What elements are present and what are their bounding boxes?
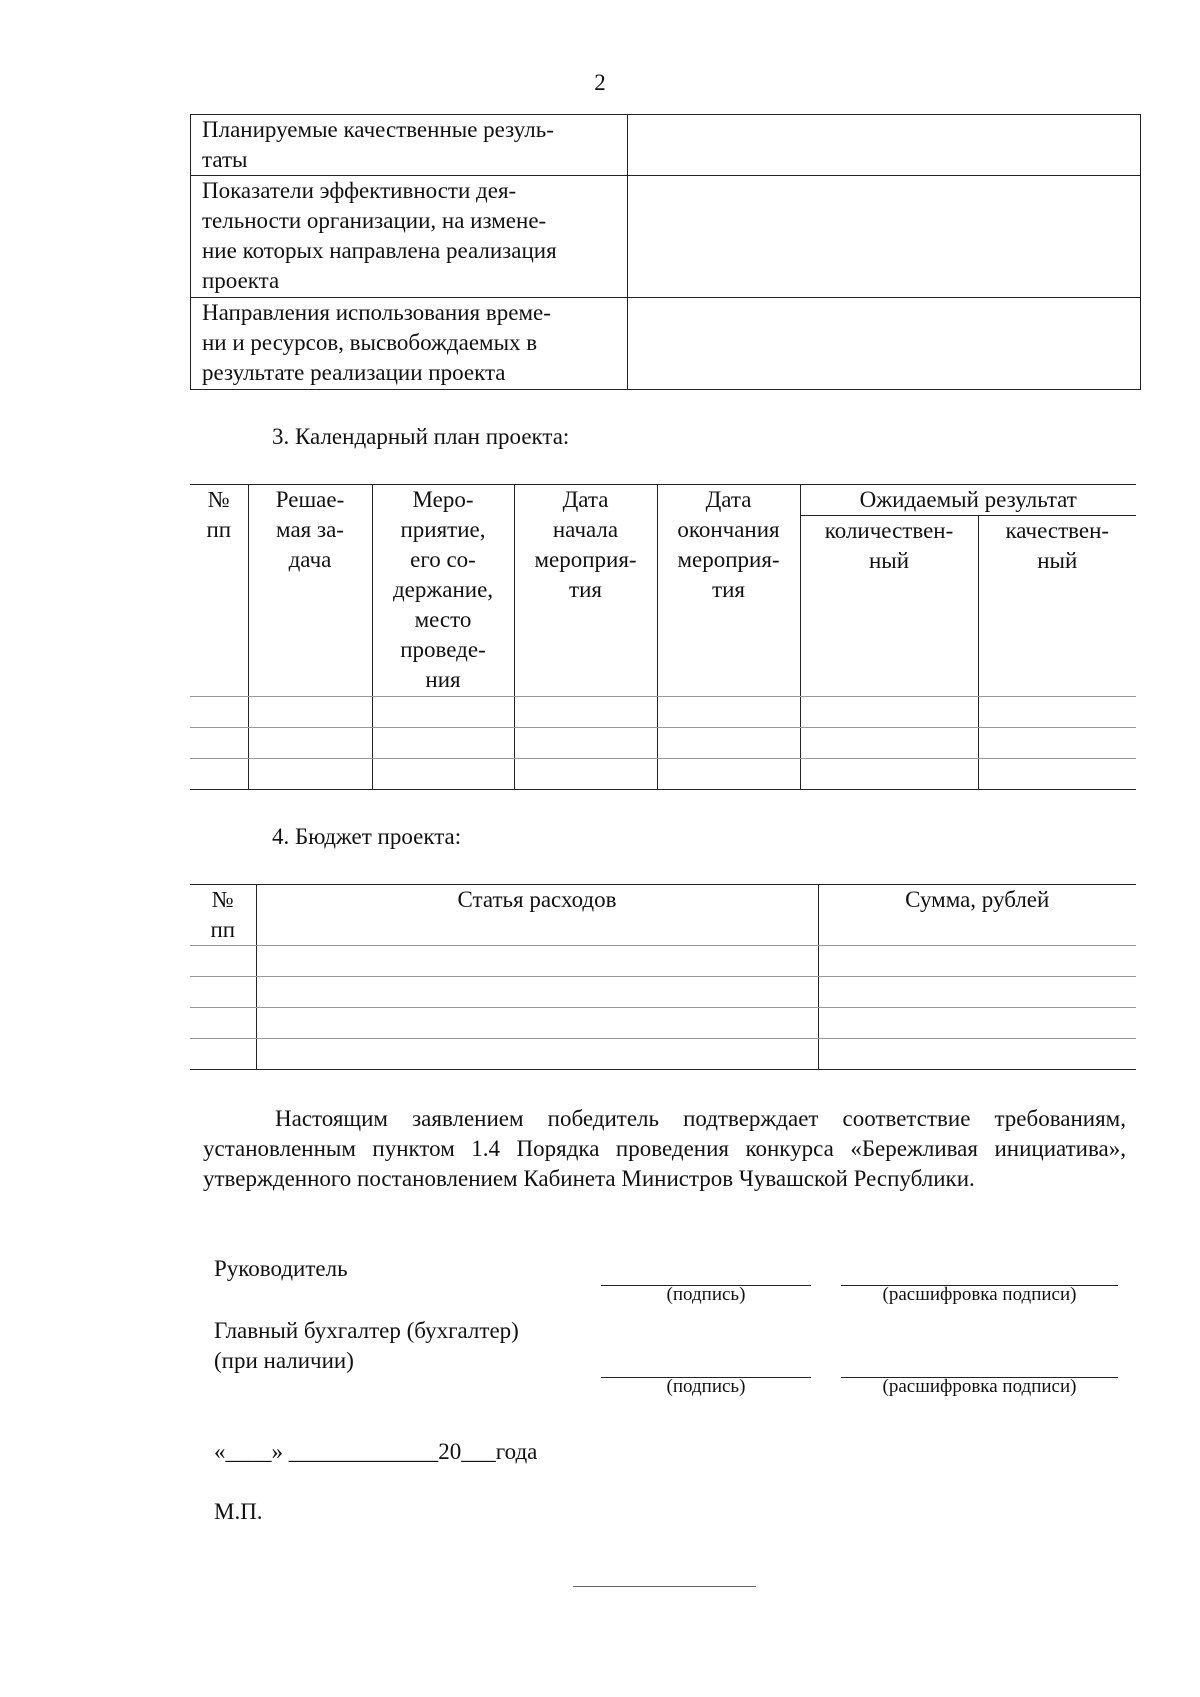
table-row <box>190 697 1136 728</box>
header-expense-item: Статья расходов <box>256 885 818 946</box>
row-value[interactable] <box>628 176 1141 298</box>
decode-caption: (расшифровка подписи) <box>882 1284 1077 1305</box>
row-value[interactable] <box>628 298 1141 390</box>
header-num: № пп <box>190 885 256 946</box>
header-qualitative: качествен- ный <box>978 516 1136 697</box>
header-sum: Сумма, рублей <box>818 885 1136 946</box>
stamp-placeholder: М.П. <box>214 1499 263 1524</box>
header-expected-result: Ожидаемый результат <box>800 485 1136 516</box>
row-label: Направления использования време- ни и ресурсов, высвобождаемых в результате реализации проекта <box>191 298 628 390</box>
table-row <box>190 1039 1136 1070</box>
header-event: Меро- приятие, его со- держание, место проведе- ния <box>372 485 514 697</box>
budget-table <box>190 884 1136 1070</box>
table-row <box>191 115 1141 176</box>
signature-caption: (подпись) <box>666 1376 746 1397</box>
header-task: Решае- мая за- дача <box>248 485 372 697</box>
header-num: № пп <box>190 485 248 697</box>
signature-caption: (подпись) <box>666 1284 746 1305</box>
project-results-table <box>190 114 1141 390</box>
declaration-text: Настоящим заявлением победитель подтверждает соответствие требованиям, установленным пунктом 1.4 Порядка проведения конкурса «Бережливая инициатива», утвержденного постановлением Кабинета Министров Чувашской Республики. <box>203 1106 1126 1191</box>
row-value[interactable] <box>628 115 1141 176</box>
page-number: 2 <box>594 70 606 95</box>
accountant-label: Главный бухгалтер (бухгалтер) <box>214 1318 519 1343</box>
calendar-heading: 3. Календарный план проекта: <box>272 424 570 449</box>
header-start-date: Дата начала мероприя- тия <box>514 485 657 697</box>
table-row <box>190 977 1136 1008</box>
decode-caption: (расшифровка подписи) <box>882 1376 1077 1397</box>
table-row <box>191 176 1141 298</box>
head-label: Руководитель <box>214 1256 348 1281</box>
table-row <box>191 298 1141 390</box>
header-quantitative: количествен- ный <box>800 516 978 697</box>
separator-line <box>573 1586 756 1587</box>
date-line[interactable]: «____» _____________20___года <box>214 1439 538 1464</box>
accountant-note: (при наличии) <box>214 1348 354 1373</box>
table-row <box>190 759 1136 790</box>
table-row <box>190 728 1136 759</box>
budget-heading: 4. Бюджет проекта: <box>272 824 462 849</box>
row-label: Показатели эффективности дея- тельности организации, на измене- ние которых направлена реализация проекта <box>191 176 628 298</box>
table-row <box>190 946 1136 977</box>
row-label: Планируемые качественные резуль- таты <box>191 115 628 176</box>
header-end-date: Дата окончания мероприя- тия <box>657 485 800 697</box>
table-row <box>190 1008 1136 1039</box>
calendar-plan-table <box>190 484 1136 790</box>
